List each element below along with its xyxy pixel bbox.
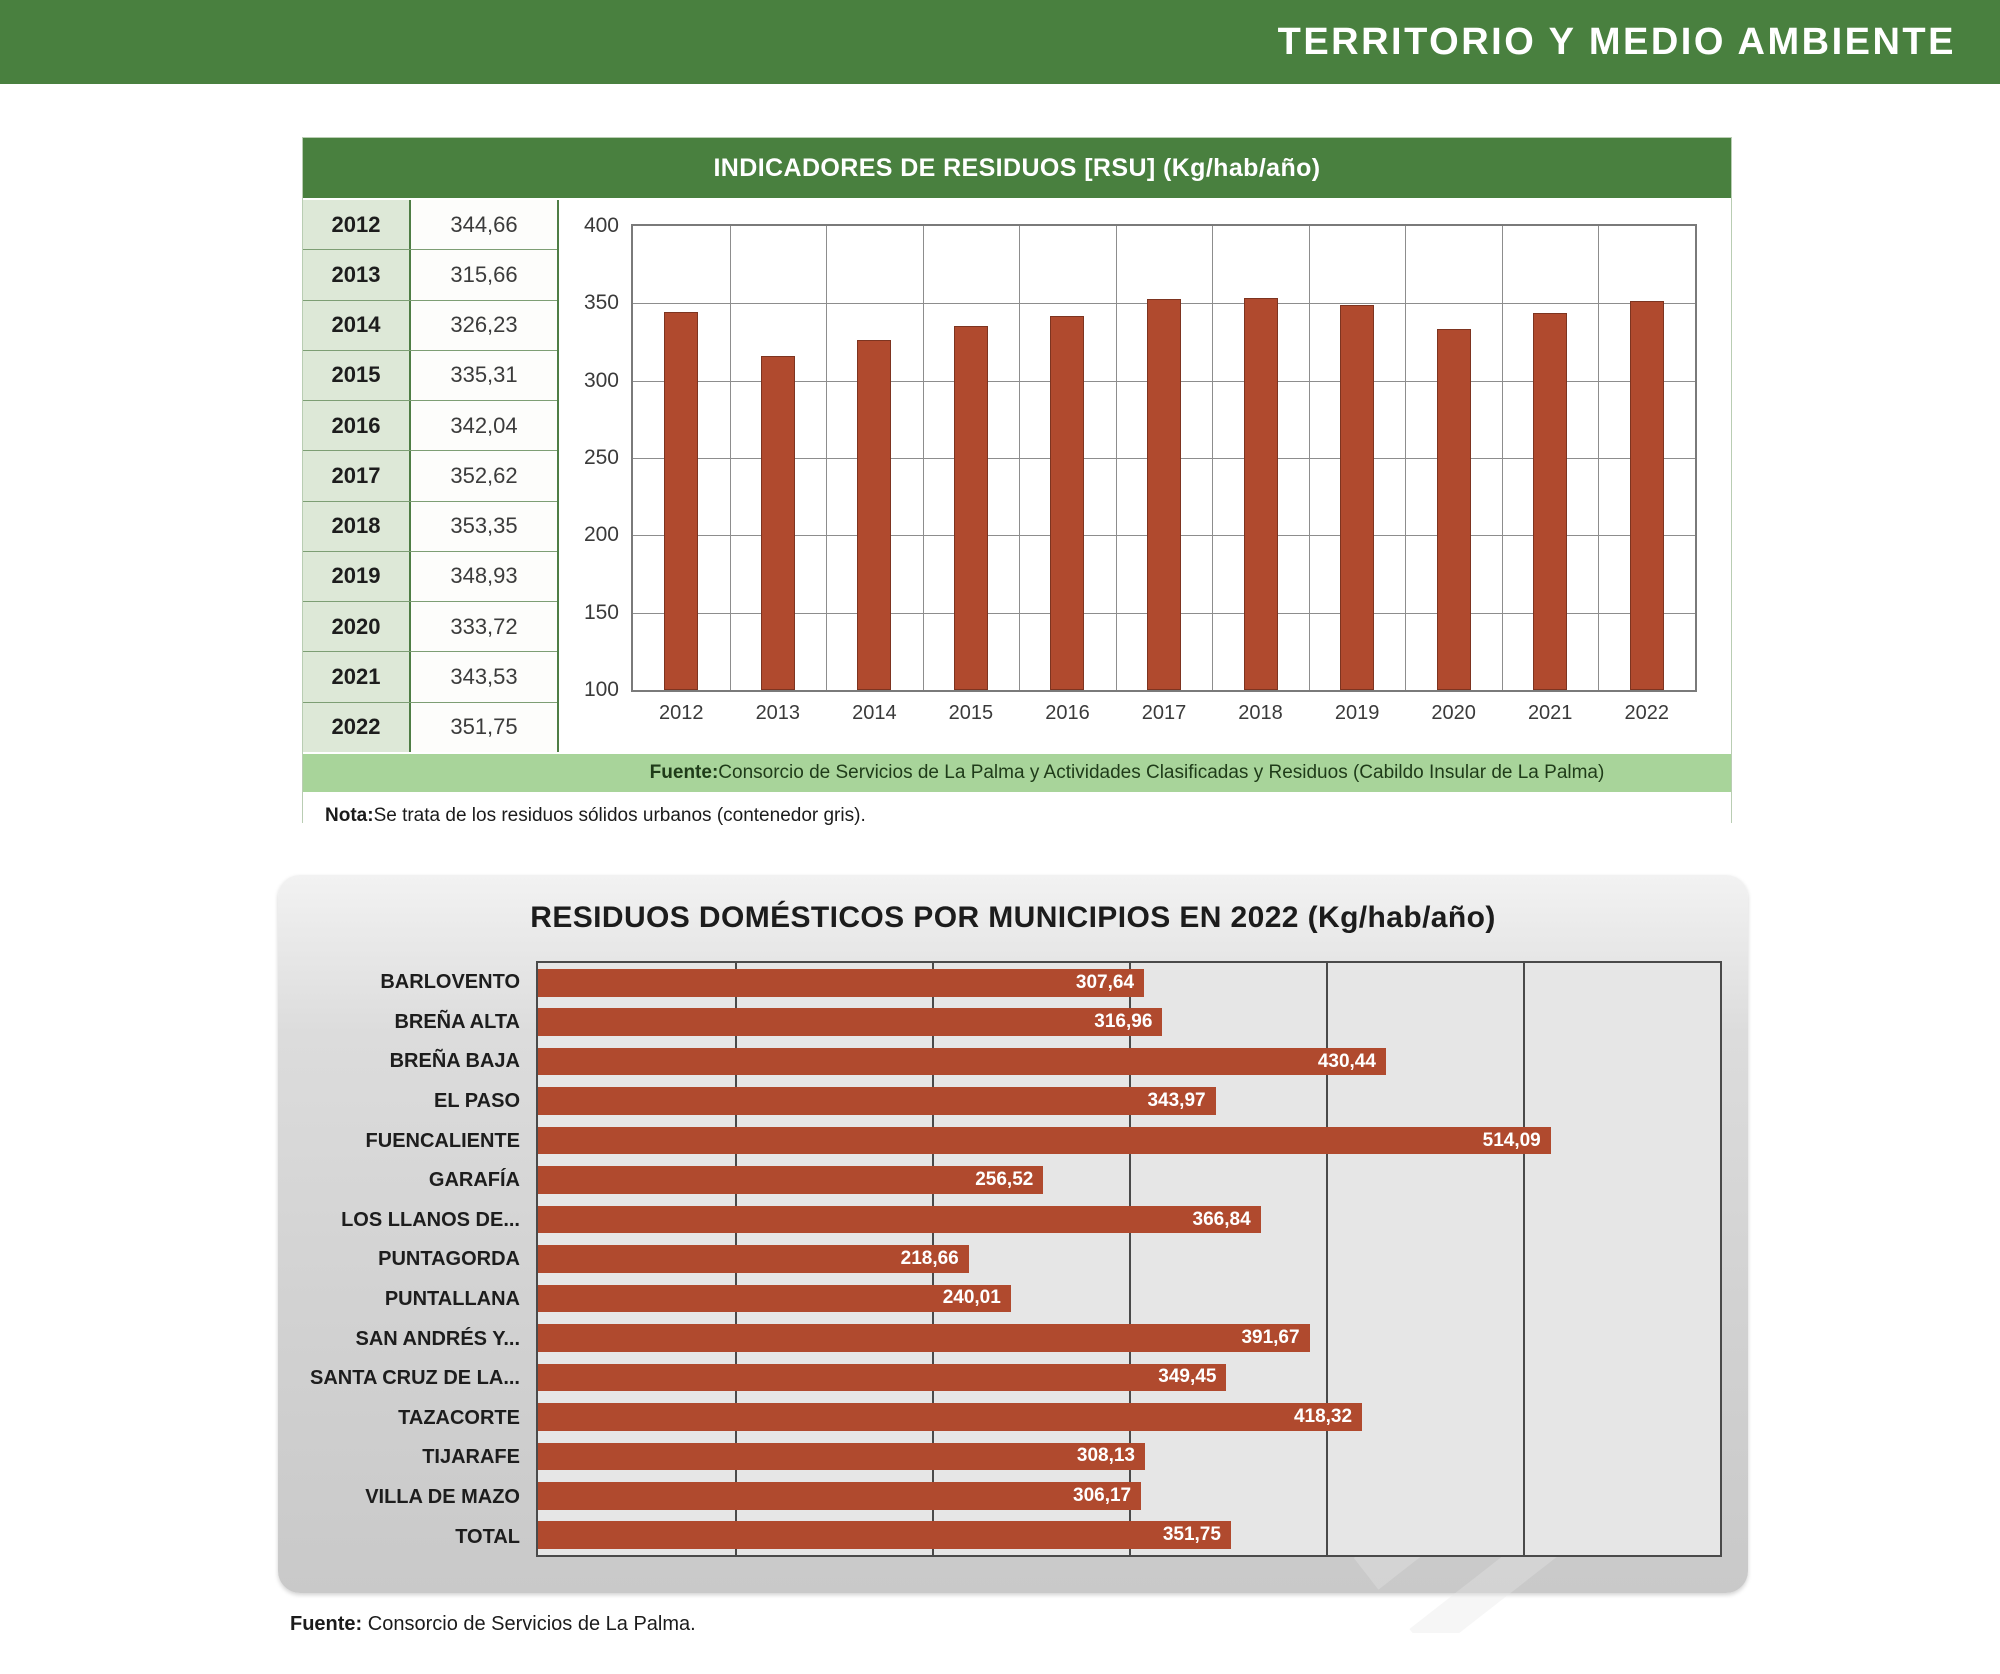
figure1-plot-area bbox=[583, 214, 1697, 724]
bar-row bbox=[538, 1437, 1720, 1476]
bar-row bbox=[538, 1239, 1720, 1278]
figure2-source bbox=[290, 1613, 696, 1636]
bar bbox=[954, 326, 988, 690]
category-label: SANTA CRUZ DE LA... bbox=[310, 1367, 520, 1390]
category-label: FUENCALIENTE bbox=[365, 1129, 520, 1152]
table-cell-year: 2020 bbox=[303, 602, 411, 651]
bar bbox=[538, 1245, 969, 1273]
bar bbox=[538, 1206, 1261, 1234]
bar bbox=[538, 1048, 1386, 1076]
table-cell-value: 352,62 bbox=[411, 451, 557, 500]
figure1-note-label: Nota: bbox=[325, 805, 374, 826]
bar-row bbox=[538, 1160, 1720, 1199]
figure2-category-labels bbox=[304, 961, 536, 1557]
bar bbox=[538, 1521, 1231, 1549]
bar bbox=[1050, 316, 1084, 690]
bar-value-label: 256,52 bbox=[975, 1169, 1034, 1191]
table-row bbox=[303, 552, 557, 602]
bar-value-label: 349,45 bbox=[1158, 1366, 1217, 1388]
bar-row bbox=[538, 1081, 1720, 1120]
bar-slot bbox=[826, 226, 923, 724]
bar-row bbox=[538, 1358, 1720, 1397]
category-label: PUNTALLANA bbox=[384, 1288, 520, 1311]
bar-row bbox=[538, 1397, 1720, 1436]
category-label: BREÑA BAJA bbox=[389, 1050, 520, 1073]
bar-value-label: 351,75 bbox=[1162, 1524, 1221, 1546]
y-axis-tick-label: 300 bbox=[583, 368, 619, 392]
bar bbox=[1630, 301, 1664, 690]
table-cell-year: 2015 bbox=[303, 351, 411, 400]
category-label: SAN ANDRÉS Y... bbox=[355, 1327, 520, 1350]
table-cell-year: 2021 bbox=[303, 652, 411, 701]
figure-residuos-municipios bbox=[278, 875, 1748, 1593]
bar bbox=[538, 1087, 1216, 1115]
x-axis-tick-label: 2013 bbox=[755, 702, 801, 724]
table-row bbox=[303, 652, 557, 702]
table-cell-value: 326,23 bbox=[411, 301, 557, 350]
category-label: EL PASO bbox=[434, 1090, 520, 1113]
bar bbox=[1147, 299, 1181, 690]
bar-value-label: 514,09 bbox=[1482, 1129, 1541, 1151]
table-cell-value: 348,93 bbox=[411, 552, 557, 601]
x-axis-tick-label: 2020 bbox=[1431, 702, 1476, 724]
figure-indicadores-residuos bbox=[302, 137, 1732, 826]
bar-row bbox=[538, 1042, 1720, 1081]
table-cell-value: 342,04 bbox=[411, 401, 557, 450]
table-cell-value: 351,75 bbox=[411, 703, 557, 752]
x-axis-tick-label: 2019 bbox=[1334, 702, 1380, 724]
bar-slot bbox=[1309, 226, 1406, 724]
y-axis-tick-label: 350 bbox=[583, 291, 619, 315]
bar-slot bbox=[633, 226, 730, 724]
bar-value-label: 316,96 bbox=[1094, 1011, 1153, 1033]
table-row bbox=[303, 401, 557, 451]
table-cell-year: 2018 bbox=[303, 502, 411, 551]
bar-row bbox=[538, 1121, 1720, 1160]
bar-value-label: 418,32 bbox=[1293, 1405, 1353, 1427]
bar bbox=[664, 312, 698, 690]
y-axis-tick-label: 200 bbox=[583, 523, 619, 547]
bar-slot bbox=[1502, 226, 1599, 724]
bar-slot bbox=[1212, 226, 1309, 724]
bar bbox=[1437, 329, 1471, 690]
x-axis-tick-label: 2017 bbox=[1141, 702, 1187, 724]
bar bbox=[538, 1127, 1551, 1155]
y-axis-tick-label: 100 bbox=[583, 678, 619, 701]
page-header bbox=[0, 0, 2000, 84]
bars-layer bbox=[633, 226, 1695, 724]
category-label: BREÑA ALTA bbox=[394, 1010, 520, 1033]
bar-value-label: 307,64 bbox=[1075, 971, 1135, 993]
table-cell-year: 2019 bbox=[303, 552, 411, 601]
figure1-source-text: Consorcio de Servicios de La Palma y Actividades Clasificadas y Residuos (Cabildo Insular de La Palma) bbox=[718, 762, 1605, 783]
figure1-note bbox=[303, 794, 1731, 838]
table-row bbox=[303, 200, 557, 250]
bar-slot bbox=[1116, 226, 1213, 724]
bar-row bbox=[538, 963, 1720, 1002]
table-row bbox=[303, 502, 557, 552]
bar-row bbox=[538, 1476, 1720, 1515]
bar-value-label: 218,66 bbox=[900, 1248, 959, 1270]
x-axis-tick-label: 2014 bbox=[852, 702, 897, 724]
figure1-chart bbox=[559, 200, 1731, 752]
bar bbox=[538, 1482, 1141, 1510]
figure2-source-text: Consorcio de Servicios de La Palma. bbox=[362, 1613, 696, 1635]
bar-slot bbox=[730, 226, 827, 724]
x-axis-tick-label: 2015 bbox=[948, 702, 994, 724]
bar-slot bbox=[1405, 226, 1502, 724]
table-cell-year: 2016 bbox=[303, 401, 411, 450]
table-cell-year: 2022 bbox=[303, 703, 411, 752]
table-cell-year: 2012 bbox=[303, 200, 411, 249]
table-cell-value: 353,35 bbox=[411, 502, 557, 551]
bar bbox=[538, 1443, 1145, 1471]
y-axis-tick-label: 250 bbox=[583, 446, 619, 469]
category-label: BARLOVENTO bbox=[380, 971, 520, 994]
figure1-plot-wrap bbox=[583, 214, 1697, 724]
figure1-body bbox=[303, 200, 1731, 752]
x-axis-tick-label: 2021 bbox=[1527, 702, 1573, 724]
bar-value-label: 366,84 bbox=[1192, 1208, 1251, 1230]
figure1-source bbox=[303, 752, 1731, 794]
bar bbox=[1340, 305, 1374, 690]
figure1-data-table bbox=[303, 200, 559, 752]
table-cell-value: 344,66 bbox=[411, 200, 557, 249]
category-label: PUNTAGORDA bbox=[378, 1248, 520, 1271]
bar-slot bbox=[1019, 226, 1116, 724]
bar bbox=[538, 1008, 1162, 1036]
table-cell-value: 335,31 bbox=[411, 351, 557, 400]
figure1-source-label: Fuente: bbox=[649, 762, 719, 783]
table-row bbox=[303, 351, 557, 401]
table-cell-year: 2014 bbox=[303, 301, 411, 350]
table-row bbox=[303, 301, 557, 351]
figure2-plot-area bbox=[536, 961, 1722, 1557]
table-row bbox=[303, 451, 557, 501]
bar-value-label: 306,17 bbox=[1073, 1484, 1132, 1506]
category-label: TOTAL bbox=[455, 1525, 520, 1548]
table-cell-value: 315,66 bbox=[411, 250, 557, 299]
bar bbox=[538, 1403, 1362, 1431]
bar bbox=[538, 1364, 1226, 1392]
x-axis-tick-label: 2016 bbox=[1045, 702, 1090, 724]
category-label: TAZACORTE bbox=[398, 1406, 520, 1429]
table-row bbox=[303, 703, 557, 752]
bar-row bbox=[538, 1200, 1720, 1239]
bar-value-label: 430,44 bbox=[1317, 1050, 1376, 1072]
bar bbox=[1244, 298, 1278, 690]
table-cell-year: 2017 bbox=[303, 451, 411, 500]
y-axis-tick-label: 400 bbox=[583, 214, 619, 237]
x-axis-tick-label: 2012 bbox=[659, 702, 704, 724]
bar-row bbox=[538, 1516, 1720, 1555]
x-axis-tick-label: 2018 bbox=[1238, 702, 1283, 724]
figure2-chart bbox=[304, 961, 1722, 1557]
figure2-title: RESIDUOS DOMÉSTICOS POR MUNICIPIOS EN 2022 (Kg/hab/año) bbox=[530, 901, 1496, 934]
bar bbox=[761, 356, 795, 690]
figure1-title: INDICADORES DE RESIDUOS [RSU] (Kg/hab/año) bbox=[303, 138, 1731, 200]
table-cell-value: 333,72 bbox=[411, 602, 557, 651]
category-label: GARAFÍA bbox=[428, 1169, 520, 1192]
category-label: VILLA DE MAZO bbox=[365, 1486, 520, 1509]
bar-row bbox=[538, 1318, 1720, 1357]
table-row bbox=[303, 250, 557, 300]
table-cell-year: 2013 bbox=[303, 250, 411, 299]
figure2-source-label: Fuente: bbox=[290, 1613, 363, 1635]
bar-value-label: 391,67 bbox=[1241, 1326, 1300, 1348]
y-axis-tick-label: 150 bbox=[583, 600, 619, 624]
category-label: TIJARAFE bbox=[422, 1446, 520, 1469]
bar-value-label: 240,01 bbox=[942, 1287, 1001, 1309]
bar-row bbox=[538, 1279, 1720, 1318]
bar-row bbox=[538, 1002, 1720, 1041]
bar bbox=[538, 1324, 1310, 1352]
bar-slot bbox=[1598, 226, 1695, 724]
bar bbox=[538, 1166, 1043, 1194]
page-title: TERRITORIO Y MEDIO AMBIENTE bbox=[1277, 20, 1956, 63]
bar-slot bbox=[923, 226, 1020, 724]
bar-value-label: 308,13 bbox=[1076, 1445, 1136, 1467]
bar bbox=[857, 340, 891, 690]
table-cell-value: 343,53 bbox=[411, 652, 557, 701]
bar bbox=[538, 969, 1144, 997]
bar bbox=[1533, 313, 1567, 690]
x-axis-tick-label: 2022 bbox=[1624, 702, 1669, 724]
bar bbox=[538, 1285, 1011, 1313]
figure1-note-text: Se trata de los residuos sólidos urbanos (contenedor gris). bbox=[373, 805, 866, 826]
table-row bbox=[303, 602, 557, 652]
bar-value-label: 343,97 bbox=[1147, 1090, 1206, 1112]
category-label: LOS LLANOS DE... bbox=[341, 1208, 520, 1231]
